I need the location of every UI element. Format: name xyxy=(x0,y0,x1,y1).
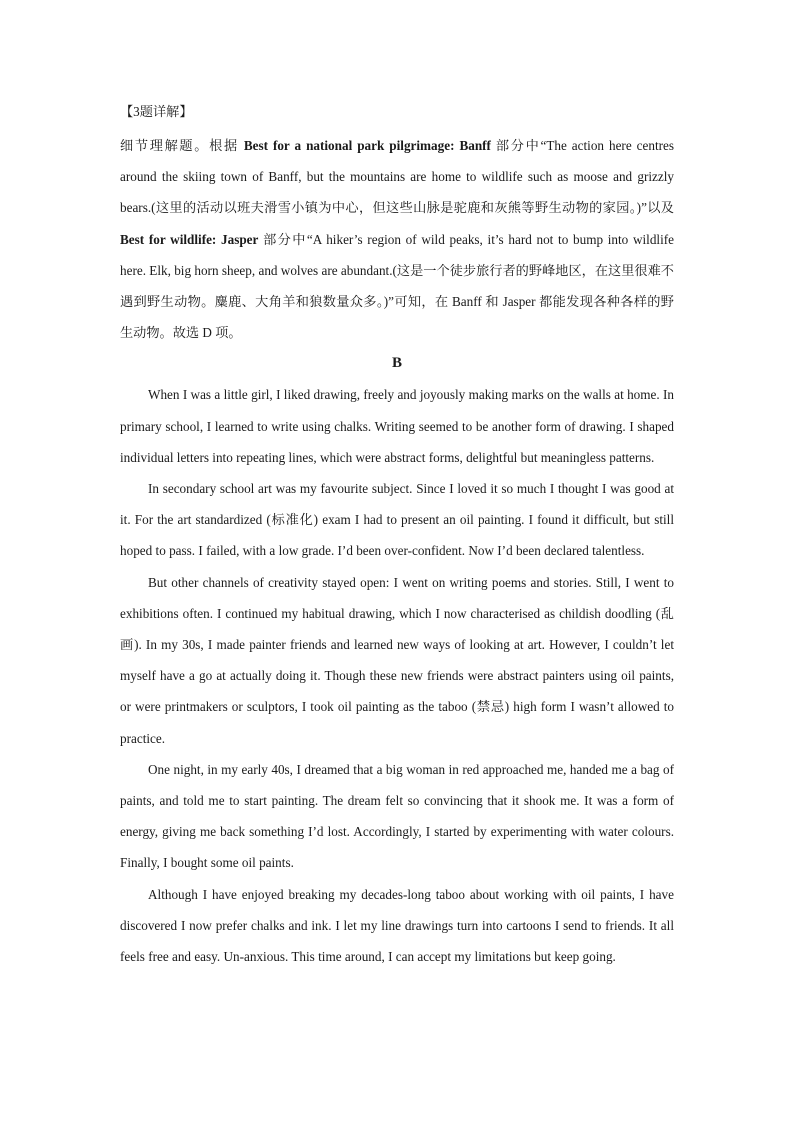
passage-paragraph: In secondary school art was my favourite subject. Since I loved it so much I thought I was good at it. For the art standardized (标准化) exam I had to present an oil painting. I found it difficult, but still hoped to pass. I failed, with a low grade. I’d been over-confident. Now I’d been declared talentless. xyxy=(120,481,674,559)
explanation-text: 部分中“A hiker’s region of wild peaks, it’s hard not to bump into wildlife here. Elk, big horn sheep, and wolves are abundant.(这是一个徒步旅行者的野峰地区，在这里很难不遇到野生动物。麋鹿、大角羊和狼数量众多。)”可知，在 Banff 和 Jasper 都能发现各种各样的野生动物。故选 D 项。 xyxy=(120,231,674,341)
question-3-explanation xyxy=(120,130,674,348)
section-title: B xyxy=(391,355,402,372)
passage-paragraph: But other channels of creativity stayed open: I went on writing poems and stories. Still, I went to exhibitions often. I continued my habitual drawing, which I now characterised as childish doodling (乱画). In my 30s, I made painter friends and learned new ways of looking at art. However, I couldn’t let myself have a go at actually doing it. Though these new friends were abstract painters using oil paints, or were printmakers or sculptors, I took oil painting as the taboo (禁忌) high form I wasn’t allowed to practice. xyxy=(120,574,674,746)
explanation-text: 细节理解题。根据 xyxy=(120,138,244,153)
question-3-heading: 【3题详解】 xyxy=(120,104,193,119)
passage-paragraph: When I was a little girl, I liked drawing, freely and joyously making marks on the walls at home. In primary school, I learned to write using chalks. Writing seemed to be another form of drawing. I shaped individual letters into repeating lines, which were abstract forms, delightful but meaningless patterns. xyxy=(120,387,674,465)
passage-paragraph: Although I have enjoyed breaking my decades-long taboo about working with oil paints, I have discovered I now prefer chalks and ink. I let my line drawings turn into cartoons I send to friends. It all feels free and easy. Un-anxious. This time around, I can accept my limitations but keep going. xyxy=(120,886,674,965)
banff-section-name: Best for a national park pilgrimage: Banff xyxy=(243,138,491,153)
passage-paragraph: One night, in my early 40s, I dreamed that a big woman in red approached me, handed me a bag of paints, and told me to start painting. The dream felt so convincing that it shook me. It was a form of energy, giving me back something I’d lost. Accordingly, I started by experimenting with water colours. Finally, I bought some oil paints. xyxy=(120,761,674,871)
jasper-section-name: Best for wildlife: Jasper xyxy=(120,231,259,247)
document-page xyxy=(120,100,674,972)
explanation-text: 部分中“The action here centres around the skiing town of Banff, but the mountains are home to wildlife such as moose and grizzly bears.(这里的活动以班夫滑雪小镇为中心，但这些山脉是驼鹿和灰熊等野生动物的家园。)”以及 xyxy=(120,138,674,216)
